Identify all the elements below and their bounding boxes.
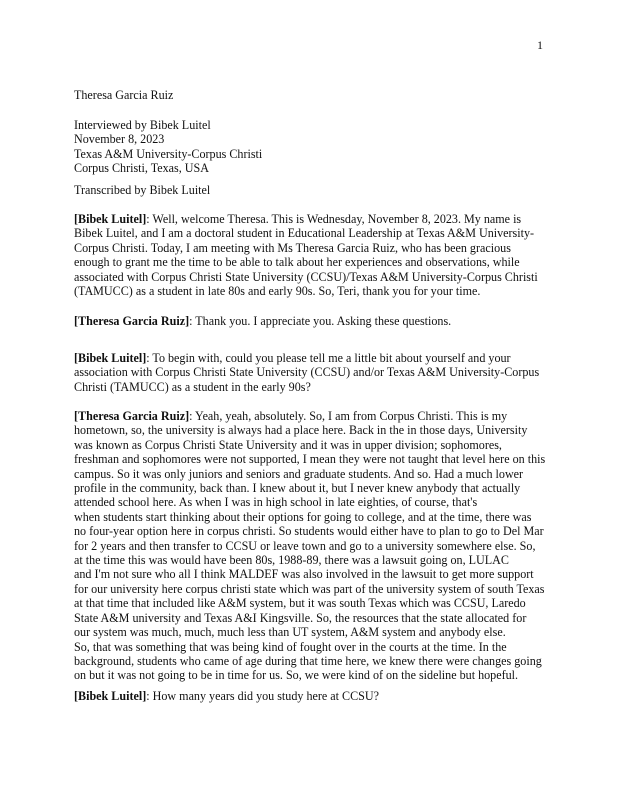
speaker-name: [Theresa Garcia Ruiz] bbox=[74, 314, 190, 328]
institution: Texas A&M University-Corpus Christi bbox=[74, 146, 263, 161]
utterance-line: no four-year option here in corpus christi. So students would either have to plan to go to Del Mar bbox=[74, 524, 544, 539]
utterance-line: State A&M university and Texas A&I Kingsville. So, the resources that the state allocated for bbox=[74, 610, 527, 625]
transcript-turn bbox=[74, 351, 554, 394]
utterance-line: at the time this was would have been 80s, 1988-89, there was a lawsuit going on, LULAC bbox=[74, 553, 509, 568]
utterance-line: (TAMUCC) as a student in late 80s and early 90s. So, Teri, thank you for your time. bbox=[74, 284, 481, 299]
utterance-line: association with Corpus Christi State University (CCSU) and/or Texas A&M University-Corpus bbox=[74, 365, 540, 380]
transcript-turn bbox=[74, 314, 554, 328]
utterance-line: enough to grant me the time to be able to talk about her experiences and observations, while bbox=[74, 255, 520, 270]
interview-date: November 8, 2023 bbox=[74, 132, 165, 147]
utterance-line: : How many years did you study here at CCSU? bbox=[146, 689, 380, 703]
utterance-line: : Thank you. I appreciate you. Asking these questions. bbox=[189, 314, 452, 328]
utterance-line: : To begin with, could you please tell me a little bit about yourself and your bbox=[146, 351, 511, 365]
speaker-name: [Theresa Garcia Ruiz] bbox=[74, 409, 190, 423]
transcript-turn bbox=[74, 689, 554, 703]
utterance-line: campus. So it was only juniors and seniors and graduate students. And so. Had a much lower bbox=[74, 466, 524, 481]
utterance-line: profile in the community, back than. I knew about it, but I never knew anybody that actually bbox=[74, 481, 521, 496]
transcriber: Transcribed by Bibek Luitel bbox=[74, 183, 211, 197]
interview-metadata bbox=[74, 118, 554, 176]
utterance-line: Christi (TAMUCC) as a student in the early 90s? bbox=[74, 379, 311, 394]
utterance-line: So, that was something that was being kind of fought over in the courts at the time. In the bbox=[74, 639, 507, 654]
location: Corpus Christi, Texas, USA bbox=[74, 161, 209, 176]
utterance-line: for our university here corpus christi state which was part of the university system of south Texas bbox=[74, 581, 545, 596]
utterance-line: when students start thinking about their options for going to college, and at the time, there was bbox=[74, 509, 532, 524]
utterance-line: Bibek Luitel, and I am a doctoral student in Educational Leadership at Texas A&M University- bbox=[74, 226, 535, 241]
transcript-turn bbox=[74, 212, 554, 298]
transcriber-block bbox=[74, 183, 554, 197]
speaker-name: [Bibek Luitel] bbox=[74, 689, 147, 703]
utterance-line: freshman and sophomores were not supported, I mean they were not taught that level here on this bbox=[74, 452, 546, 467]
interviewee-name: Theresa Garcia Ruiz bbox=[74, 88, 174, 102]
utterance-line: at that time that included like A&M system, but it was south Texas which was CCSU, Laredo bbox=[74, 596, 526, 611]
utterance-line: on but it was not going to be in time for us. So, we were kind of on the sideline but hopeful. bbox=[74, 668, 519, 683]
speaker-name: [Bibek Luitel] bbox=[74, 351, 147, 365]
utterance-line: attended school here. As when I was in high school in late eighties, of course, that's bbox=[74, 495, 478, 510]
page-number: 1 bbox=[537, 38, 543, 52]
utterance-line: and I'm not sure who all I think MALDEF was also involved in the lawsuit to get more support bbox=[74, 567, 534, 582]
utterance-line: background, students who came of age during that time here, we knew there were changes going bbox=[74, 653, 542, 668]
utterance-line: associated with Corpus Christi State University (CCSU)/Texas A&M University-Corpus Christi bbox=[74, 269, 538, 284]
utterance-line: for 2 years and then transfer to CCSU or leave town and go to a university somewhere else. So, bbox=[74, 538, 536, 553]
utterance-line: was known as Corpus Christi State University and it was in upper division; sophomores, bbox=[74, 437, 502, 452]
utterance-line: : Well, welcome Theresa. This is Wednesday, November 8, 2023. My name is bbox=[146, 212, 522, 226]
interviewer: Interviewed by Bibek Luitel bbox=[74, 118, 211, 132]
utterance-line: Corpus Christi. Today, I am meeting with Ms Theresa Garcia Ruiz, who has been gracious bbox=[74, 240, 511, 255]
interview-header bbox=[74, 88, 554, 102]
utterance-line: : Yeah, yeah, absolutely. So, I am from Corpus Christi. This is my bbox=[189, 409, 508, 423]
speaker-name: [Bibek Luitel] bbox=[74, 212, 147, 226]
utterance-line: our system was much, much, much less than UT system, A&M system and anybody else. bbox=[74, 625, 506, 640]
utterance-line: hometown, so, the university is always had a place here. Back in the in those days, University bbox=[74, 423, 528, 438]
transcript-turn bbox=[74, 409, 554, 683]
